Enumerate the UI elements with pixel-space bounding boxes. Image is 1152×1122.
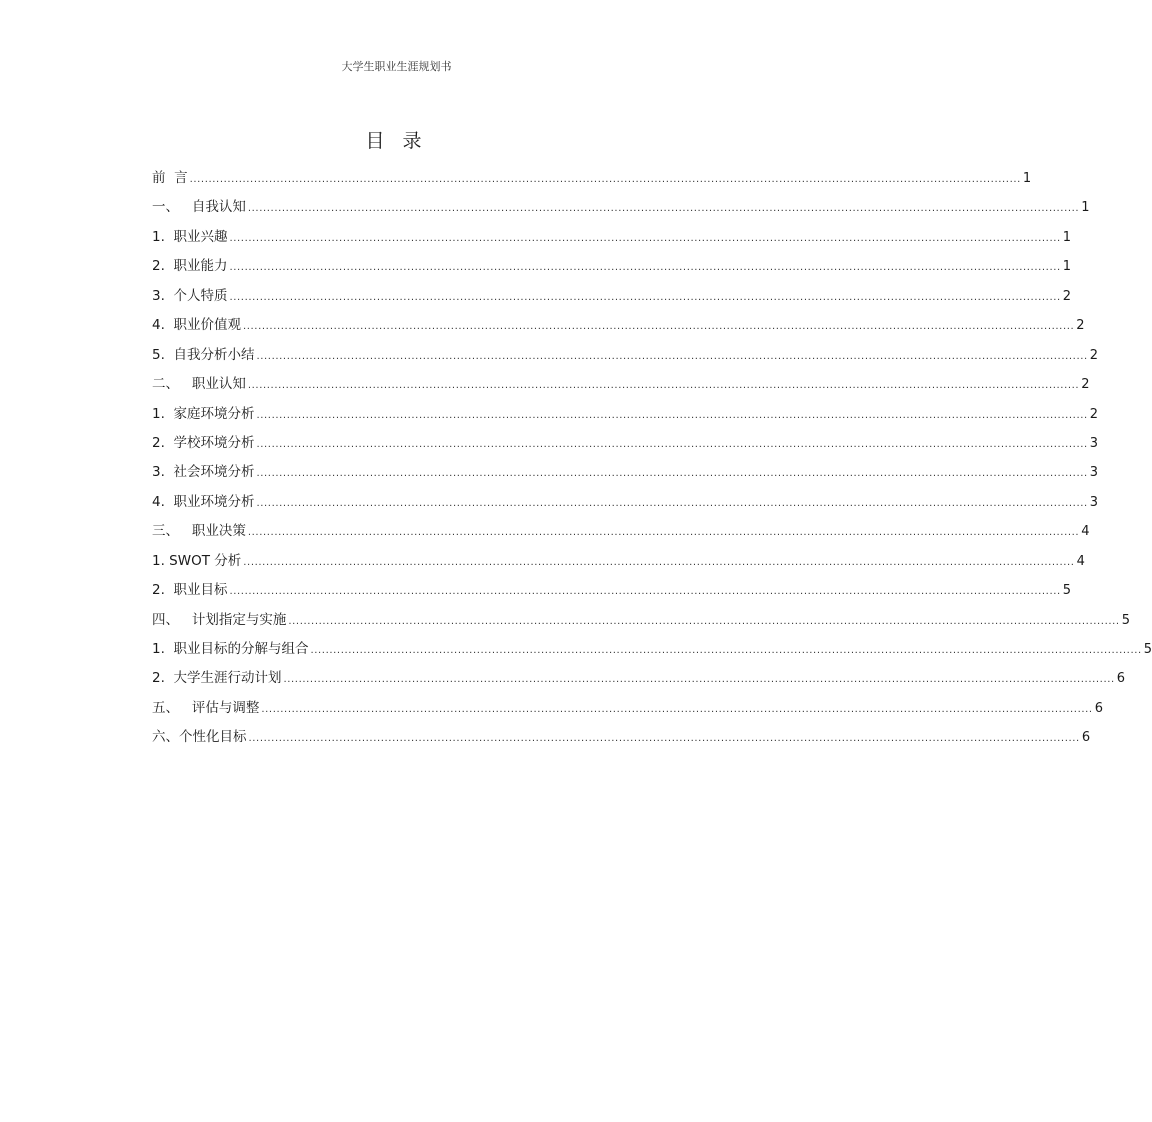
dot-leader: ............................................................................................................................................................................................................................	[229, 262, 1061, 274]
dot-leader: ............................................................................................................................................................................................................................	[288, 615, 1120, 627]
toc-entry[interactable]	[152, 370, 1090, 399]
toc-entry-page-number: 1	[1062, 229, 1072, 245]
dot-leader: ............................................................................................................................................................................................................................	[256, 438, 1088, 450]
toc-entry-label: 一、 自我认知	[152, 199, 246, 216]
dot-leader: ............................................................................................................................................................................................................................	[229, 586, 1061, 598]
toc-entry-label: 4. 职业价值观	[152, 317, 241, 334]
dot-leader: ............................................................................................................................................................................................................................	[283, 674, 1115, 686]
dot-leader: ............................................................................................................................................................................................................................	[248, 733, 1080, 745]
toc-entry-label: 四、 计划指定与实施	[152, 611, 287, 628]
toc-entry-label: 五、 评估与调整	[152, 699, 260, 716]
toc-entry-page-number: 6	[1116, 671, 1126, 687]
toc-entry-page-number: 4	[1076, 553, 1085, 569]
toc-entry-label: 2. 大学生涯行动计划	[152, 670, 282, 687]
toc-entry[interactable]	[152, 576, 1072, 605]
toc-entry[interactable]	[152, 723, 1091, 752]
toc-entry[interactable]	[152, 341, 1099, 370]
toc-title: 目 录	[365, 130, 428, 152]
toc-entry[interactable]	[152, 694, 1103, 723]
toc-entry[interactable]	[152, 282, 1072, 311]
running-header: 大学生职业生涯规划书	[341, 60, 452, 73]
toc-entry-page-number: 5	[1062, 583, 1072, 599]
toc-entry-page-number: 6	[1081, 730, 1091, 746]
toc-entry-label: 二、 职业认知	[152, 376, 246, 393]
toc-entry-page-number: 5	[1121, 612, 1130, 628]
toc-entry-label: 前 言	[152, 170, 188, 186]
toc-entry-page-number: 4	[1081, 524, 1090, 540]
toc-entry-page-number: 2	[1076, 318, 1085, 334]
toc-entry-page-number: 2	[1081, 377, 1090, 393]
toc-entry-page-number: 6	[1094, 700, 1103, 716]
dot-leader: ............................................................................................................................................................................................................................	[310, 645, 1142, 656]
toc-entry-label: 1. SWOT 分析	[152, 552, 242, 569]
toc-entry-page-number: 2	[1089, 347, 1099, 363]
toc-entry-page-number: 5	[1143, 642, 1152, 657]
dot-leader: ............................................................................................................................................................................................................................	[229, 232, 1061, 244]
toc-entry-label: 2. 职业能力	[152, 258, 228, 275]
toc-entry[interactable]	[152, 193, 1090, 222]
toc-entry-label: 2. 学校环境分析	[152, 434, 255, 451]
dot-leader: ............................................................................................................................................................................................................................	[261, 703, 1093, 715]
toc-entry-page-number: 1	[1062, 259, 1072, 275]
toc-entry[interactable]	[152, 400, 1099, 429]
toc-entry-label: 2. 职业目标	[152, 582, 228, 599]
toc-entry[interactable]	[152, 635, 1152, 664]
toc-entry-label: 4. 职业环境分析	[152, 493, 255, 510]
toc-entry-page-number: 3	[1089, 494, 1099, 510]
toc-entry[interactable]	[152, 606, 1130, 635]
toc-entry[interactable]	[152, 223, 1072, 252]
toc-entry-label: 三、 职业决策	[152, 523, 246, 540]
dot-leader: ............................................................................................................................................................................................................................	[229, 291, 1061, 303]
dot-leader: ............................................................................................................................................................................................................................	[247, 527, 1080, 539]
toc-entry[interactable]	[152, 547, 1085, 576]
dot-leader: ............................................................................................................................................................................................................................	[256, 350, 1088, 362]
toc-entry-label: 1. 职业目标的分解与组合	[152, 641, 309, 657]
toc-entry[interactable]	[152, 311, 1085, 340]
dot-leader: ............................................................................................................................................................................................................................	[247, 380, 1080, 392]
toc-entry-label: 1. 职业兴趣	[152, 228, 228, 245]
toc-entry-page-number: 1	[1022, 171, 1032, 186]
toc-entry-label: 1. 家庭环境分析	[152, 405, 255, 422]
dot-leader: ............................................................................................................................................................................................................................	[256, 409, 1088, 421]
toc-entry-page-number: 2	[1089, 406, 1099, 422]
toc-entry[interactable]	[152, 164, 1032, 193]
dot-leader: ............................................................................................................................................................................................................................	[243, 556, 1075, 568]
toc-entry[interactable]	[152, 517, 1090, 546]
toc-entry[interactable]	[152, 252, 1072, 281]
toc-entry[interactable]	[152, 458, 1099, 487]
toc-entry[interactable]	[152, 488, 1099, 517]
toc-entry-page-number: 2	[1062, 288, 1072, 304]
toc-entry-page-number: 3	[1089, 465, 1099, 481]
toc-entry-page-number: 3	[1089, 435, 1099, 451]
dot-leader: ............................................................................................................................................................................................................................	[256, 468, 1088, 480]
toc-entry[interactable]	[152, 429, 1099, 458]
table-of-contents	[152, 164, 1152, 753]
dot-leader: ............................................................................................................................................................................................................................	[256, 497, 1088, 509]
toc-entry-label: 3. 社会环境分析	[152, 464, 255, 481]
dot-leader: ............................................................................................................................................................................................................................	[189, 174, 1021, 185]
toc-entry[interactable]	[152, 664, 1126, 693]
toc-entry-page-number: 1	[1081, 200, 1090, 216]
toc-entry-label: 六、个性化目标	[152, 729, 247, 746]
toc-entry-label: 3. 个人特质	[152, 287, 228, 304]
toc-entry-label: 5. 自我分析小结	[152, 346, 255, 363]
dot-leader: ............................................................................................................................................................................................................................	[247, 203, 1080, 215]
dot-leader: ............................................................................................................................................................................................................................	[242, 321, 1075, 333]
